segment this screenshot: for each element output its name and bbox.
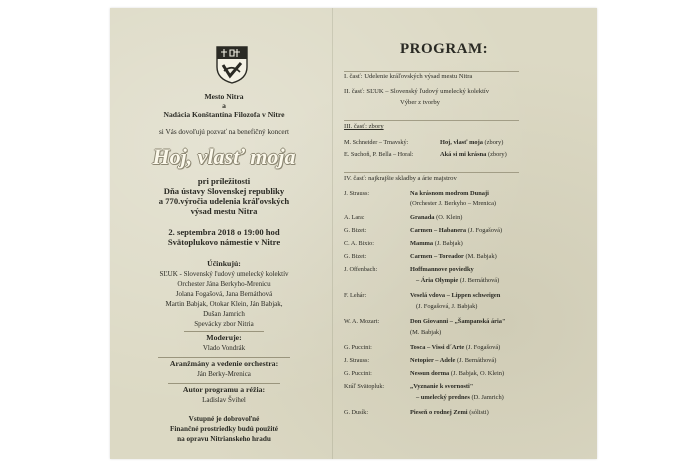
composer: G. Bizet:	[344, 253, 367, 260]
composer: G. Bizet:	[344, 227, 367, 234]
piece: Hoj, vlasť moja (zbory)	[440, 139, 504, 146]
composer: G. Puccini:	[344, 344, 372, 351]
performer-line: Spevácky zbor Nitria	[194, 320, 254, 328]
performer-note: (Orchester J. Berkyho – Mrenica)	[410, 200, 497, 207]
program-title: PROGRAM:	[400, 41, 489, 57]
performer-note: (M. Babjak)	[410, 329, 442, 336]
org-and: a	[222, 101, 226, 110]
composer: J. Offenbach:	[344, 266, 378, 273]
part-2-heading: II. časť: SĽUK – Slovenský ľudový umelecký kolektív	[344, 88, 490, 95]
piece: Nessun dorma (J. Babjak, O. Klein)	[410, 370, 505, 377]
composer: E. Suchoň, P. Bella – Horal:	[344, 151, 414, 158]
host-heading: Moderuje:	[206, 333, 242, 342]
divider	[158, 357, 290, 358]
composer: G. Dusík:	[344, 409, 369, 416]
org-city: Mesto Nitra	[204, 92, 244, 101]
composer: Kráľ Svätopluk:	[344, 383, 385, 390]
piece: Veselá vdova – Lippen schweigen	[410, 292, 501, 299]
piece: Tosca – Vissi d´Arte (J. Fogašová)	[410, 344, 501, 351]
divider	[344, 71, 519, 72]
piece: Na krásnom modrom Dunaji	[410, 190, 489, 197]
performers-heading: Účinkujú:	[207, 259, 241, 268]
composer: F. Lehár:	[344, 292, 367, 299]
host-name: Vlado Vondrák	[202, 344, 246, 352]
concert-title: Hoj, vlasť moja	[152, 144, 296, 169]
composer: W. A. Mozart:	[344, 318, 380, 325]
piece: Aká si mi krásna (zbory)	[440, 151, 507, 158]
occasion-line: Dňa ústavy Slovenskej republiky	[163, 186, 285, 196]
composer: J. Strauss:	[344, 357, 370, 364]
nitra-crest-icon	[215, 45, 249, 85]
footer-line: Vstupné je dobrovoľné	[188, 415, 260, 423]
composer: J. Strauss:	[344, 190, 370, 197]
program-panel	[338, 8, 593, 459]
concert-place: Svätoplukovo námestie v Nitre	[167, 237, 281, 247]
divider	[344, 172, 519, 173]
piece: – umelecký prednes (D. Jamrich)	[416, 394, 504, 401]
occasion-line: a 770.výročia udelenia kráľovských	[158, 196, 290, 206]
composer: A. Lara:	[344, 214, 365, 221]
program-leaflet	[110, 8, 597, 459]
piece: Carmen – Habanera (J. Fogašová)	[410, 227, 503, 234]
performer-line: SĽUK - Slovenský ľudový umelecký kolektív	[159, 270, 289, 278]
org-foundation: Nadácia Konštantína Filozofa v Nitre	[163, 110, 285, 119]
occasion-line: pri príležitosti	[197, 176, 251, 186]
performer-line: Dušan Jamrich	[203, 310, 245, 318]
part-3-heading: III. časť: zbory	[344, 123, 384, 130]
part-1-heading: I. časť: Udelenie kráľovských výsad mestu Nitra	[344, 73, 473, 80]
invitation-text: si Vás dovoľujú pozvať na benefičný koncert	[158, 128, 289, 136]
part-2-subtitle: Výber z tvorby	[400, 99, 440, 106]
performer-line: Martin Babjak, Otokar Klein, Ján Babjak,	[165, 300, 283, 308]
piece: Granada (O. Klein)	[410, 214, 463, 221]
fold-line	[332, 8, 333, 459]
divider	[184, 331, 264, 332]
piece: Hoffmannove poviedky	[410, 266, 474, 273]
concert-date: 2. septembra 2018 o 19:00 hod	[168, 227, 280, 237]
performer-note: (J. Fogašová, J. Babjak)	[416, 303, 478, 310]
arrangement-name: Ján Berky-Mrenica	[197, 370, 251, 378]
composer: G. Puccini:	[344, 370, 372, 377]
piece: Don Giovanni – „Šampanská ária"	[410, 318, 506, 325]
performer-line: Orchester Jána Berkyho-Mrenicu	[177, 280, 271, 288]
part-4-heading: IV. časť: najkrajšie skladby a árie majstrov	[344, 175, 457, 182]
piece: Netopier – Adele (J. Bernáthová)	[410, 357, 497, 364]
piece: Mamma (J. Babjak)	[410, 240, 463, 247]
author-name: Ladislav Švihel	[202, 396, 246, 404]
piece: – Ária Olympie (J. Bernáthová)	[416, 277, 500, 284]
occasion-line: výsad mestu Nitra	[190, 206, 258, 216]
performer-line: Jolana Fogašová, Jana Bernáthová	[175, 290, 273, 298]
author-heading: Autor programu a réžia:	[182, 385, 266, 394]
divider	[344, 120, 519, 121]
arrangement-heading: Aranžmány a vedenie orchestra:	[169, 359, 279, 368]
invitation-panel	[118, 8, 330, 459]
piece: Pieseň o rodnej Zemi (sólisti)	[410, 409, 489, 416]
footer-line: Finančné prostriedky budú použité	[170, 425, 278, 433]
piece: Carmen – Toreador (M. Babjak)	[410, 253, 497, 260]
composer: M. Schneider – Trnavský:	[344, 139, 409, 146]
footer-line: na opravu Nitrianskeho hradu	[177, 435, 271, 443]
piece: „Vyznanie k svornosti"	[410, 383, 474, 390]
composer: C. A. Bixio:	[344, 240, 374, 247]
divider	[168, 383, 280, 384]
